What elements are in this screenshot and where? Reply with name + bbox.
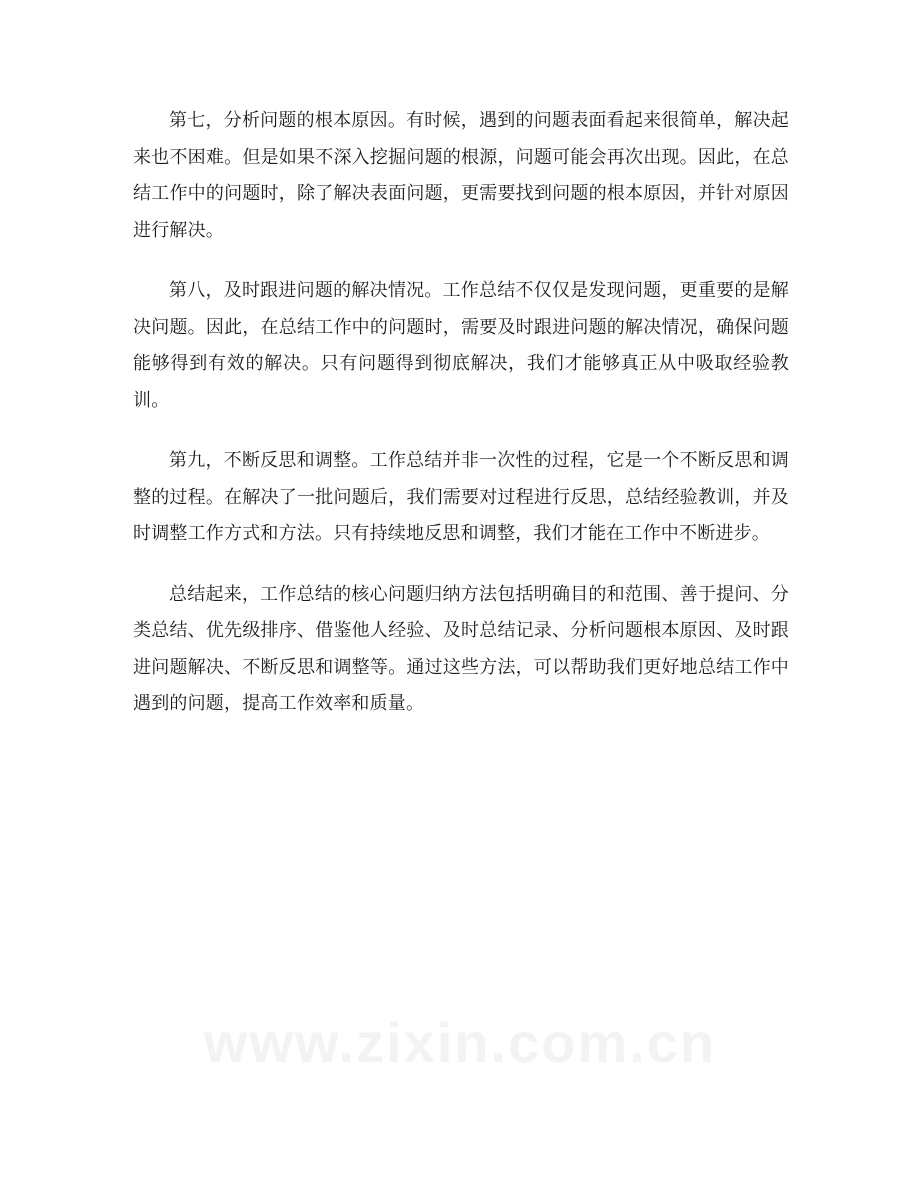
paragraph-conclusion: 总结起来，工作总结的核心问题归纳方法包括明确目的和范围、善于提问、分类总结、优先级排序、借鉴他人经验、及时总结记录、分析问题根本原因、及时跟进问题解决、不断反思和调整等。通过这些方法，可以帮助我们更好地总结工作中遇到的问题，提高工作效率和质量。 (133, 583, 789, 714)
document-body (133, 103, 789, 747)
paragraph-eighth-point: 第八，及时跟进问题的解决情况。工作总结不仅仅是发现问题，更重要的是解决问题。因此，在总结工作中的问题时，需要及时跟进问题的解决情况，确保问题能够得到有效的解决。只有问题得到彻底解决，我们才能够真正从中吸取经验教训。 (133, 280, 789, 411)
paragraph-ninth-point: 第九，不断反思和调整。工作总结并非一次性的过程，它是一个不断反思和调整的过程。在解决了一批问题后，我们需要对过程进行反思，总结经验教训，并及时调整工作方式和方法。只有持续地反思和调整，我们才能在工作中不断进步。 (133, 450, 789, 544)
watermark-text: www.zixin.com.cn (203, 1011, 717, 1074)
paragraph-seventh-point: 第七，分析问题的根本原因。有时候，遇到的问题表面看起来很简单，解决起来也不困难。但是如果不深入挖掘问题的根源，问题可能会再次出现。因此，在总结工作中的问题时，除了解决表面问题，更需要找到问题的根本原因，并针对原因进行解决。 (133, 110, 789, 241)
